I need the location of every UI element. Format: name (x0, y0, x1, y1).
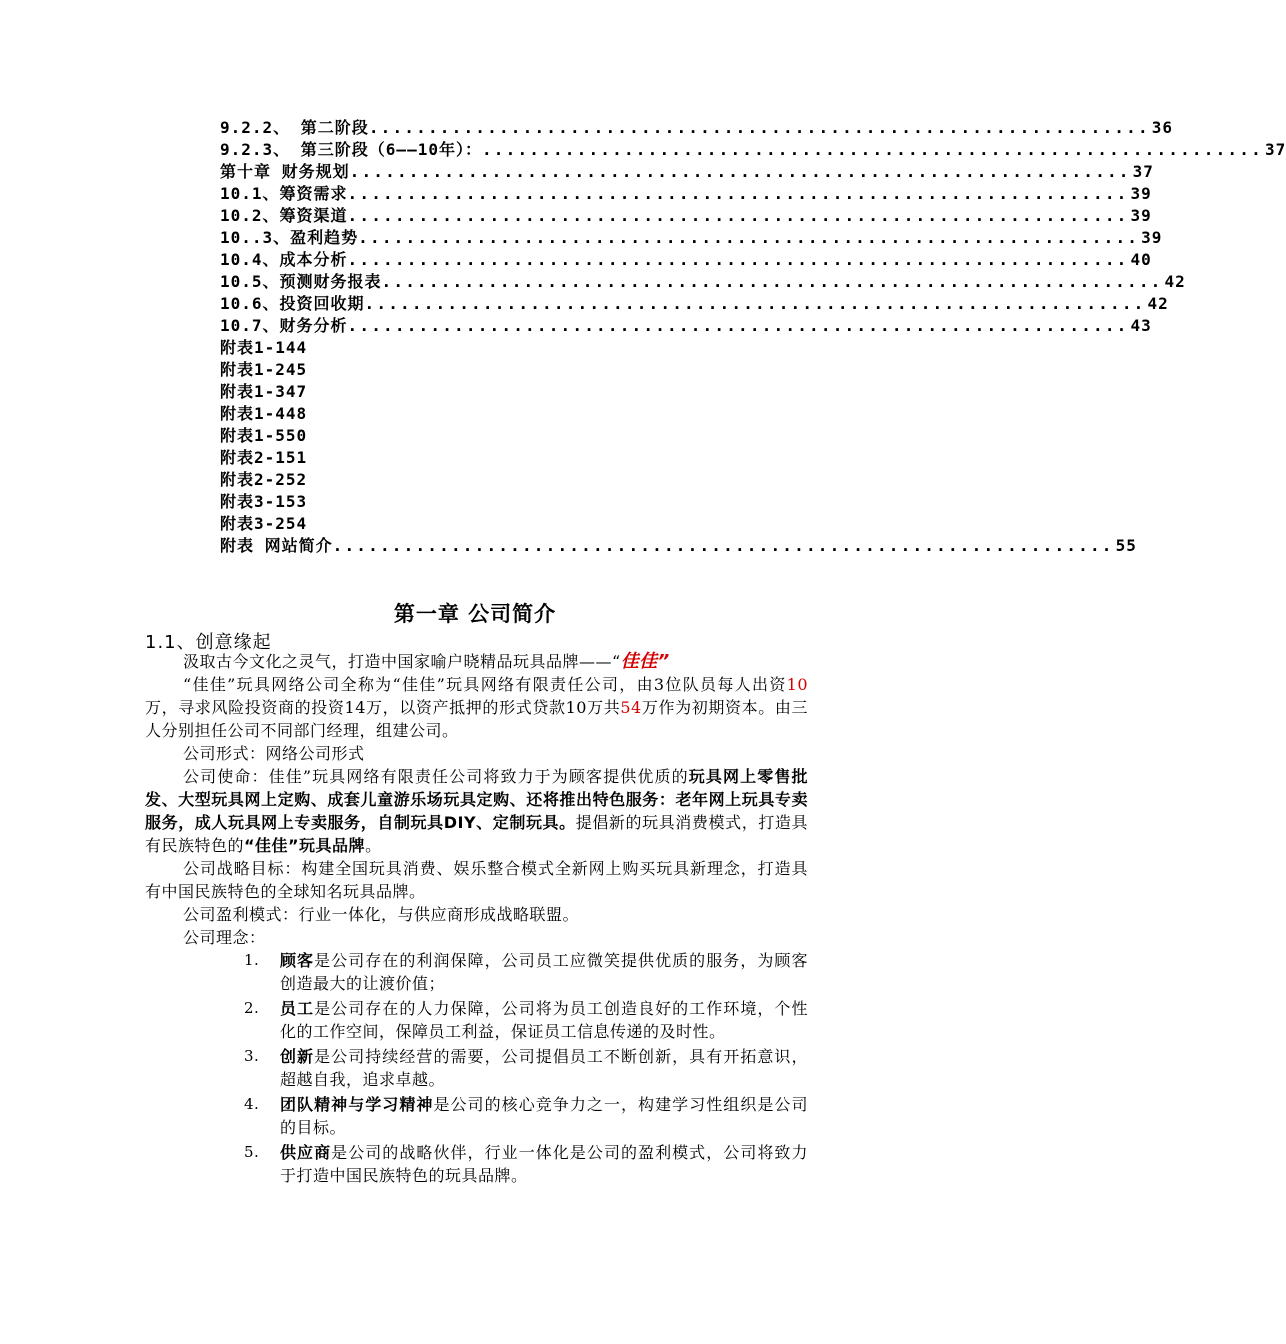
philosophy-list (145, 949, 808, 1187)
list-item (244, 997, 808, 1043)
toc-page: 55 (1115, 536, 1137, 555)
toc-entry[interactable] (220, 249, 1152, 271)
toc-leader: .................................................................. (332, 536, 1114, 555)
toc-page: 42 (1147, 294, 1169, 313)
toc-leader: .................................................................. (347, 316, 1129, 335)
list-item (244, 1141, 808, 1187)
list-key: 员工 (280, 999, 315, 1018)
toc-label: 10.2、筹资渠道 (220, 206, 348, 225)
toc-leader: .................................................................. (381, 272, 1163, 291)
toc-label: 10.5、预测财务报表 (220, 272, 382, 291)
intro-paragraph (145, 650, 808, 673)
body-text (145, 650, 808, 1189)
toc-entry[interactable] (220, 425, 805, 447)
company-text: “佳佳”玩具网络公司全称为“佳佳”玩具网络有限责任公司，由3位队员每人出资 (183, 675, 787, 694)
brand-name: 佳佳” (620, 651, 670, 672)
toc-leader: .................................................................. (349, 162, 1131, 181)
list-key: 团队精神与学习精神 (280, 1095, 434, 1114)
toc-page: 42 (1164, 272, 1186, 291)
toc-page: 37 (1132, 162, 1154, 181)
toc-entry[interactable] (220, 117, 1174, 139)
toc-label: 10.7、财务分析 (220, 316, 348, 335)
list-number: 3. (244, 1047, 260, 1065)
list-item (244, 1093, 808, 1139)
toc-entry[interactable] (220, 315, 1152, 337)
toc-label: 第十章 财务规划 (220, 162, 350, 181)
list-number: 4. (244, 1095, 260, 1113)
list-number: 5. (244, 1143, 260, 1161)
mission-services: 玩具网上零售批发、大型玩具网上定购、成套儿童游乐场玩具定购、还将推出特色服务：老年网上玩具专卖服务，成人玩具网上专卖服务，自制玩具DIY、定制玩具。 (145, 767, 808, 832)
toc-label: 附表1-144 (220, 338, 308, 357)
toc-label: 附表3-254 (220, 514, 308, 533)
list-number: 1. (244, 951, 260, 969)
list-text: 是公司的战略伙伴，行业一体化是公司的盈利模式，公司将致力于打造中国民族特色的玩具品牌。 (280, 1143, 808, 1185)
list-text: 是公司的核心竞争力之一，构建学习性组织是公司的目标。 (280, 1095, 808, 1137)
section-heading: 1.1、创意缘起 (145, 632, 272, 653)
toc-leader: .................................................................. (347, 184, 1129, 203)
toc-leader: .................................................................. (368, 118, 1150, 137)
mission-brand: “佳佳”玩具品牌 (244, 836, 366, 855)
form-paragraph: 公司形式：网络公司形式 (183, 744, 365, 763)
toc-entry[interactable] (220, 491, 805, 513)
toc-entry[interactable] (220, 359, 805, 381)
toc-entry[interactable] (220, 183, 1152, 205)
toc-label: 10.1、筹资需求 (220, 184, 348, 203)
toc-page: 40 (1130, 250, 1152, 269)
toc-entry[interactable] (220, 513, 805, 535)
toc-label: 附表2-252 (220, 470, 308, 489)
toc-entry[interactable] (220, 227, 1163, 249)
profit-model-paragraph: 公司盈利模式：行业一体化，与供应商形成战略联盟。 (183, 905, 580, 924)
toc-entry[interactable] (220, 205, 1152, 227)
toc-label: 9.2.3、 第三阶段（6——10年）： (220, 140, 482, 159)
company-text: 万作为初期资本。由三人分别担任公司不同部门经理，组建公司。 (145, 698, 808, 740)
mission-text: 提倡新的玩具消费模式，打造具有民族特色的 (145, 813, 808, 855)
list-text: 是公司持续经营的需要，公司提倡员工不断创新，具有开拓意识，超越自我，追求卓越。 (280, 1047, 808, 1089)
toc-entry[interactable] (220, 447, 805, 469)
toc-label: 10.6、投资回收期 (220, 294, 365, 313)
philosophy-label: 公司理念： (183, 928, 266, 947)
list-item (244, 949, 808, 995)
toc-label: 附表3-153 (220, 492, 308, 511)
toc-leader: .................................................................. (364, 294, 1146, 313)
list-number: 2. (244, 999, 260, 1017)
toc-label: 附表1-245 (220, 360, 308, 379)
toc-label: 附表1-448 (220, 404, 308, 423)
toc-leader: .................................................................. (358, 228, 1140, 247)
company-paragraph (145, 673, 808, 742)
toc-page: 36 (1151, 118, 1174, 137)
toc-entry[interactable] (220, 337, 805, 359)
total-capital: 54 (620, 698, 642, 717)
list-key: 供应商 (280, 1143, 332, 1162)
mission-text: 。 (365, 836, 382, 855)
toc-leader: .................................................................. (347, 250, 1129, 269)
toc-label: 10..3、盈利趋势 (220, 228, 359, 247)
toc-entry[interactable] (220, 535, 1137, 557)
toc-label: 附表2-151 (220, 448, 308, 467)
toc-entry[interactable] (220, 403, 805, 425)
toc-entry[interactable] (220, 271, 1186, 293)
toc-entry[interactable] (220, 161, 1154, 183)
mission-text: 公司使命：佳佳”玩具网络有限责任公司将致力于为顾客提供优质的 (183, 767, 689, 786)
toc-leader: .................................................................. (481, 140, 1263, 159)
chapter-title: 第一章 公司简介 (393, 602, 557, 626)
list-key: 创新 (280, 1047, 315, 1066)
mission-paragraph (145, 765, 808, 857)
toc-label: 附表1-550 (220, 426, 308, 445)
toc-page: 39 (1130, 206, 1152, 225)
list-text: 是公司存在的利润保障，公司员工应微笑提供优质的服务，为顾客创造最大的让渡价值； (280, 951, 808, 993)
list-key: 顾客 (280, 951, 315, 970)
toc-page: 37 (1264, 140, 1286, 159)
toc-entry[interactable] (220, 469, 805, 491)
toc-entry[interactable] (220, 293, 1169, 315)
company-text: 万，寻求风险投资商的投资14万，以资产抵押的形式贷款10万共 (145, 698, 621, 717)
toc-label: 附表1-347 (220, 382, 308, 401)
investment-amount: 10 (786, 675, 808, 694)
intro-text: 汲取古今文化之灵气，打造中国家喻户晓精品玩具品牌——“ (183, 652, 621, 671)
toc-page: 43 (1130, 316, 1152, 335)
toc-entry[interactable] (220, 139, 1286, 161)
toc-label: 附表 网站简介 (220, 536, 333, 555)
strategy-paragraph: 公司战略目标：构建全国玩具消费、娱乐整合模式全新网上购买玩具新理念，打造具有中国民族特色的全球知名玩具品牌。 (145, 859, 808, 901)
list-item (244, 1045, 808, 1091)
toc-label: 9.2.2、 第二阶段 (220, 118, 369, 137)
list-text: 是公司存在的人力保障，公司将为员工创造良好的工作环境，个性化的工作空间，保障员工利益，保证员工信息传递的及时性。 (280, 999, 808, 1041)
toc-leader: .................................................................. (347, 206, 1129, 225)
toc-page: 39 (1130, 184, 1152, 203)
table-of-contents (220, 117, 1286, 557)
toc-entry[interactable] (220, 381, 805, 403)
toc-label: 10.4、成本分析 (220, 250, 348, 269)
toc-page: 39 (1141, 228, 1163, 247)
